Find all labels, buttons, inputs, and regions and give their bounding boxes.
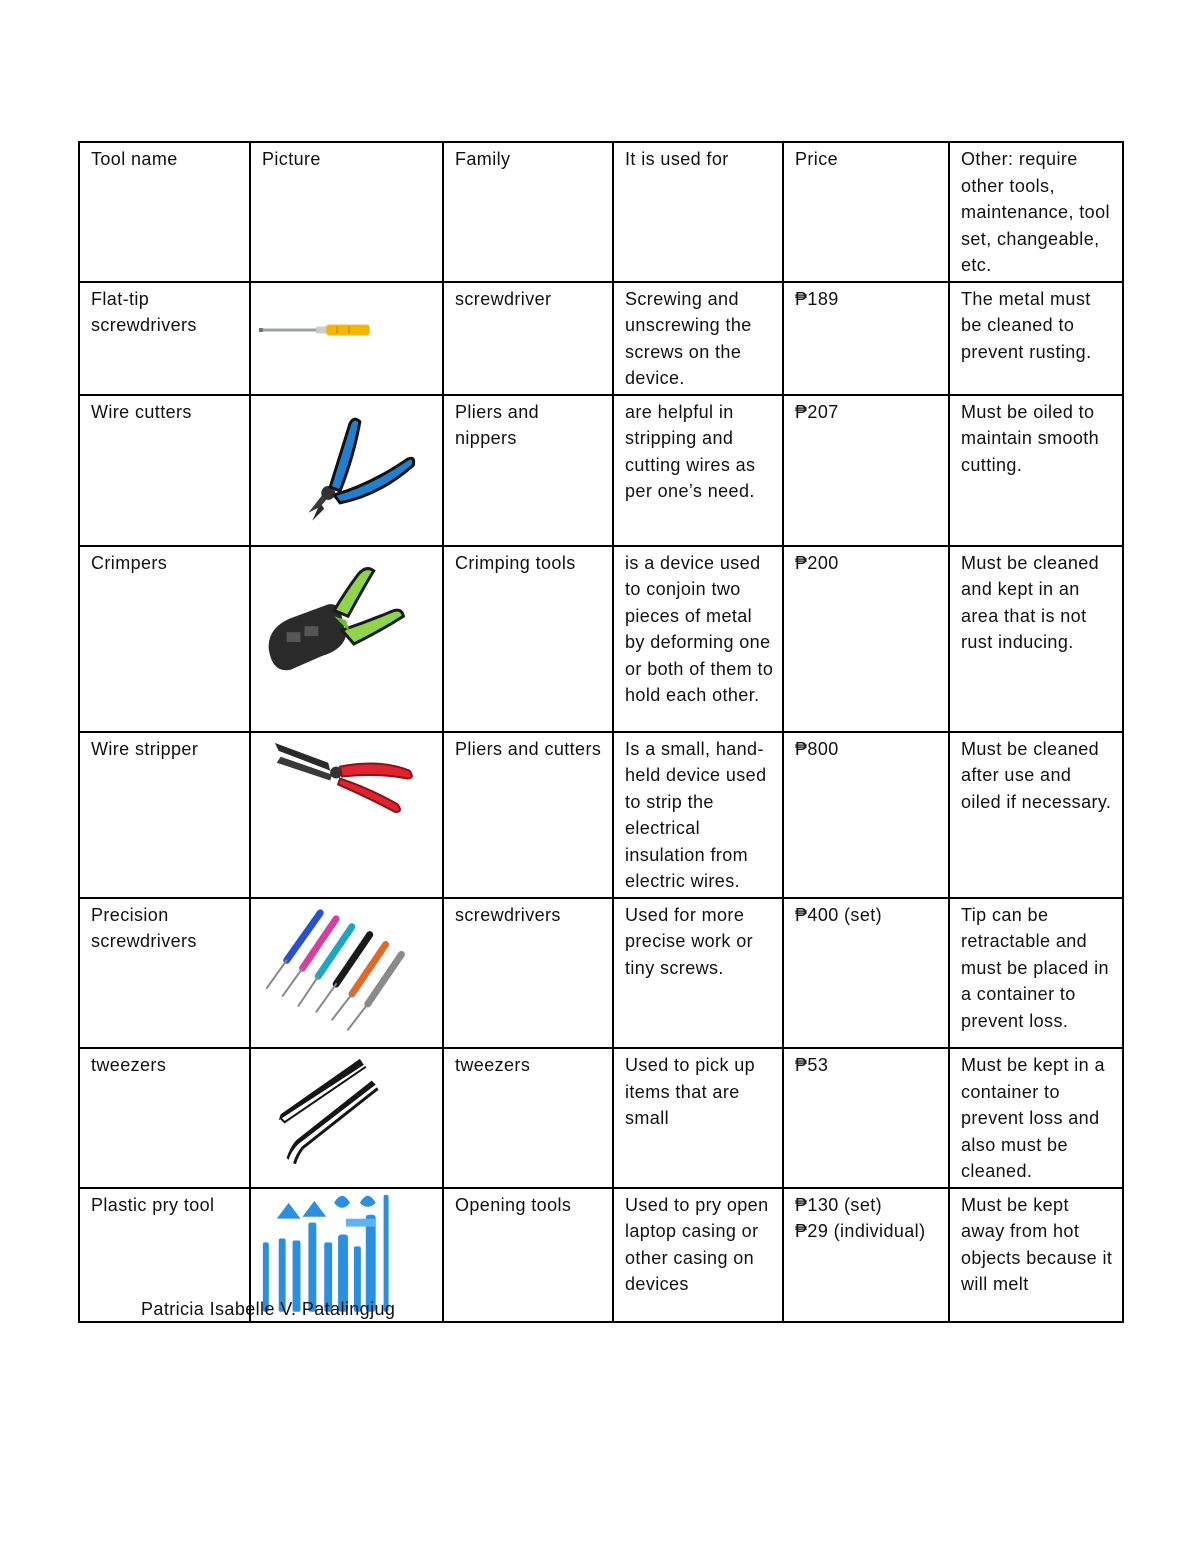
tool-family: Pliers and nippers <box>443 395 613 546</box>
price-value: ₱53 <box>795 1055 829 1076</box>
price-value: ₱400 (set) <box>795 904 883 925</box>
table-row <box>79 732 1123 898</box>
tool-family: screwdriver <box>443 282 613 395</box>
tool-price <box>783 898 949 1048</box>
table-row <box>79 395 1123 546</box>
tool-other: Must be oiled to maintain smooth cutting. <box>949 395 1123 546</box>
header-tool-name: Tool name <box>79 142 250 282</box>
table-row <box>79 898 1123 1048</box>
tool-name: tweezers <box>79 1048 250 1188</box>
table-row <box>79 546 1123 732</box>
tool-other: Must be cleaned and kept in an area that is not rust inducing. <box>949 546 1123 732</box>
tool-price <box>783 395 949 546</box>
header-price: Price <box>783 142 949 282</box>
tweezers-icon <box>251 1049 442 1181</box>
tool-picture <box>250 395 443 546</box>
tool-other: The metal must be cleaned to prevent rusting. <box>949 282 1123 395</box>
tool-picture <box>250 1048 443 1188</box>
tool-other: Must be cleaned after use and oiled if necessary. <box>949 732 1123 898</box>
tool-picture <box>250 546 443 732</box>
price-value: ₱189 <box>795 288 839 309</box>
tool-use: Screwing and unscrewing the screws on the device. <box>613 282 783 395</box>
header-other: Other: require other tools, maintenance, tool set, changeable, etc. <box>949 142 1123 282</box>
tool-picture <box>250 732 443 898</box>
tool-price <box>783 1188 949 1322</box>
tool-family: tweezers <box>443 1048 613 1188</box>
tool-family: Crimping tools <box>443 546 613 732</box>
tool-name: Flat-tip screwdrivers <box>79 282 250 395</box>
tool-family: Pliers and cutters <box>443 732 613 898</box>
price-value: ₱200 <box>795 552 839 573</box>
header-row <box>79 142 1123 282</box>
tool-price <box>783 732 949 898</box>
tool-family: screwdrivers <box>443 898 613 1048</box>
tool-name: Crimpers <box>79 546 250 732</box>
tool-price <box>783 282 949 395</box>
crimper-icon <box>251 547 442 731</box>
tool-use: Used to pry open laptop casing or other casing on devices <box>613 1188 783 1322</box>
tool-name: Wire cutters <box>79 395 250 546</box>
tool-name: Plastic pry tool <box>79 1188 250 1322</box>
precision-screwdrivers-icon <box>251 899 442 1047</box>
tool-use: Used for more precise work or tiny screws. <box>613 898 783 1048</box>
price-set: ₱130 (set) <box>795 1194 883 1215</box>
table-row <box>79 1048 1123 1188</box>
tool-other: Must be kept in a container to prevent loss and also must be cleaned. <box>949 1048 1123 1188</box>
tool-other: Must be kept away from hot objects because it will melt <box>949 1188 1123 1322</box>
header-picture: Picture <box>250 142 443 282</box>
tool-price <box>783 1048 949 1188</box>
tools-table <box>78 141 1124 1323</box>
tool-name: Wire stripper <box>79 732 250 898</box>
tool-use: are helpful in stripping and cutting wires as per one’s need. <box>613 395 783 546</box>
price-value: ₱800 <box>795 738 839 759</box>
price-value: ₱207 <box>795 401 839 422</box>
table-row <box>79 282 1123 395</box>
tool-price <box>783 546 949 732</box>
wire-cutters-icon <box>251 396 442 545</box>
tool-use: Used to pick up items that are small <box>613 1048 783 1188</box>
author-name: Patricia Isabelle V. Patalingjug <box>141 1299 396 1319</box>
tool-picture <box>250 282 443 395</box>
tool-other: Tip can be retractable and must be placed in a container to prevent loss. <box>949 898 1123 1048</box>
tool-use: Is a small, hand-held device used to strip the electrical insulation from electric wires. <box>613 732 783 898</box>
header-family: Family <box>443 142 613 282</box>
tool-name: Precision screwdrivers <box>79 898 250 1048</box>
price-individual: ₱29 (individual) <box>795 1221 926 1242</box>
flat-screwdriver-icon <box>251 283 442 392</box>
tool-use: is a device used to conjoin two pieces of metal by deforming one or both of them to hold each other. <box>613 546 783 732</box>
wire-stripper-icon <box>251 733 442 889</box>
header-used-for: It is used for <box>613 142 783 282</box>
tool-picture <box>250 898 443 1048</box>
tool-family: Opening tools <box>443 1188 613 1322</box>
